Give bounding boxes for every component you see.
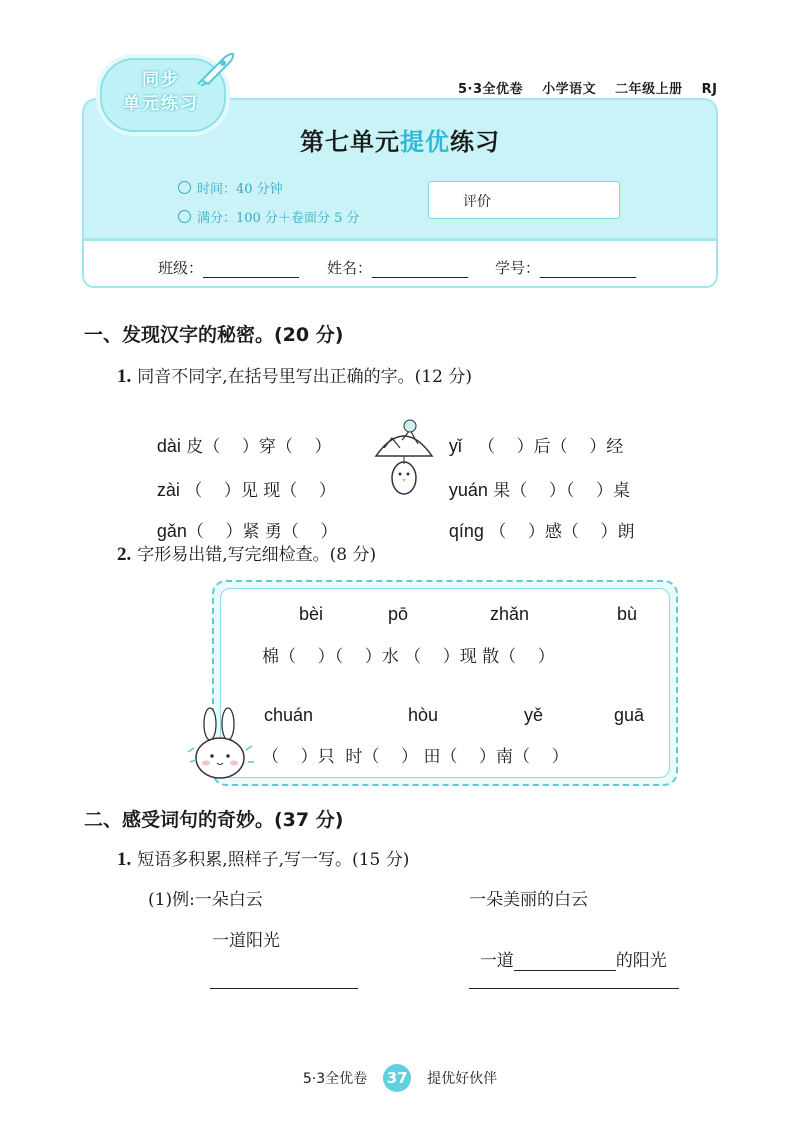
pinyin-label: chuán [264, 705, 314, 725]
series-name: 5·3全优卷 [458, 82, 524, 97]
bunny-icon [184, 706, 256, 784]
homophone-row[interactable]: yǐ （ ）后（ ）经 [448, 436, 624, 457]
page-number: 37 [383, 1064, 411, 1092]
answer-line[interactable] [210, 988, 358, 989]
character-row[interactable]: （ ）只 时（ ） 田（ ）南（ ） [262, 747, 569, 767]
evaluation-box[interactable]: 评价 [428, 181, 620, 219]
grade: 二年级上册 [615, 82, 683, 97]
name-field[interactable]: 姓名： [327, 257, 468, 278]
check-circle-icon [178, 210, 191, 223]
unit-badge-text: 同步 单元练习 [123, 70, 199, 114]
page-footer: 5·3全优卷 37 提优好伙伴 [0, 1064, 800, 1092]
homophone-row[interactable]: yuán 果（ ）（ ）桌 [448, 480, 630, 501]
mushroom-penguin-icon [372, 418, 436, 500]
section-1-title: 一、发现汉字的秘密。(20 分) [84, 324, 344, 346]
homophone-row[interactable]: gǎn（ ）紧 勇（ ） [156, 521, 338, 542]
rocket-icon [196, 50, 236, 86]
question-1-2: 2. 字形易出错,写完细检查。(8 分) [117, 544, 377, 565]
pinyin-label: pō [388, 604, 409, 624]
pinyin-label: guā [614, 705, 645, 725]
subject: 小学语文 [542, 82, 597, 97]
character-row[interactable]: 棉（ ）（ ）水 （ ）现 散（ ） [262, 647, 555, 667]
answer-blank[interactable] [514, 954, 616, 971]
pinyin-label: yě [524, 705, 544, 725]
question-1-1: 1. 同音不同字,在括号里写出正确的字。(12 分) [117, 366, 472, 387]
class-field[interactable]: 班级： [158, 257, 299, 278]
answer-line[interactable] [469, 988, 679, 989]
homophone-row[interactable]: qíng （ ）感（ ）朗 [448, 521, 635, 542]
task-fill-row[interactable]: 一道 的阳光 [479, 951, 667, 971]
full-score: 满分：100 分＋卷面分 5 分 [178, 207, 359, 226]
pinyin-label: bèi [299, 604, 324, 624]
time-limit: 时间：40 分钟 [178, 178, 283, 197]
pinyin-label: bù [617, 604, 638, 624]
edition: RJ [701, 82, 718, 97]
example-answer: 一朵美丽的白云 [469, 890, 588, 910]
example-phrase: (1)例:一朵白云 [148, 890, 263, 910]
student-id-field[interactable]: 学号： [495, 257, 636, 278]
pinyin-label: zhǎn [490, 604, 530, 624]
homophone-row[interactable]: zài （ ）见 现（ ） [156, 480, 336, 501]
homophone-row[interactable]: dài 皮（ ）穿（ ） [156, 436, 332, 457]
clock-icon [178, 181, 191, 194]
task-phrase: 一道阳光 [212, 931, 280, 951]
pinyin-label: hòu [408, 705, 439, 725]
section-2-title: 二、感受词句的奇妙。(37 分) [84, 809, 344, 831]
series-meta [458, 78, 732, 97]
question-2-1: 1. 短语多积累,照样子,写一写。(15 分) [117, 849, 410, 870]
page-title: 第七单元提优练习 [300, 128, 500, 156]
